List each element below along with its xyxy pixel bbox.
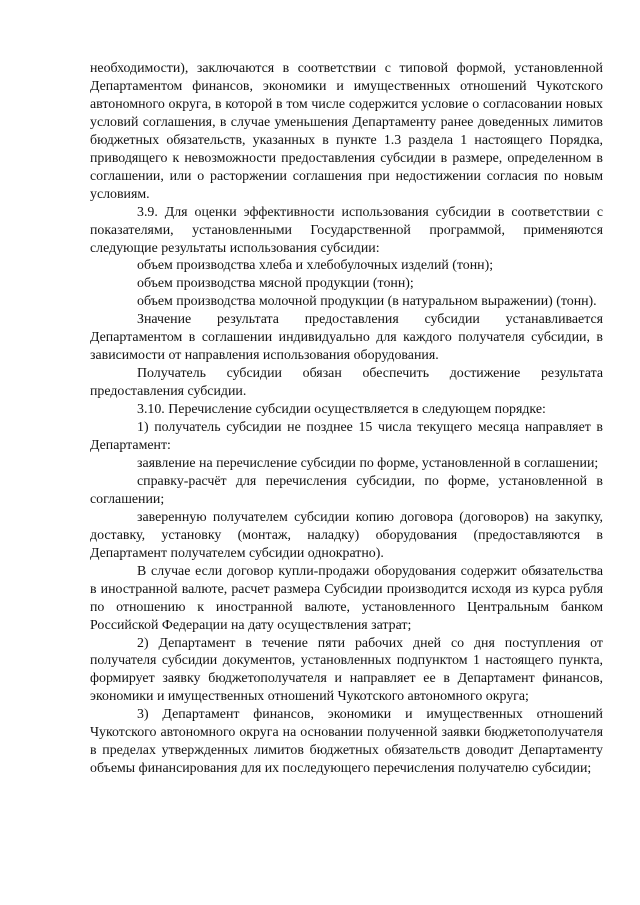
paragraph-step-2: 2) Департамент в течение пяти рабочих дней со дня поступления от получателя субсидии документов, установленных подпунктом 1 настоящего пункта, формирует заявку бюджетополучателя и направляет ее в Департамент финансов, экономики и имущественных отношений Чукотского автономного округа; bbox=[90, 635, 603, 705]
list-item-meat-production: объем производства мясной продукции (тонн); bbox=[137, 276, 414, 292]
paragraph-foreign-currency: В случае если договор купли-продажи оборудования содержит обязательства в иностранной валюте, расчет размера Субсидии производится исходя из курса рубля по отношению к иностранной валюте, установленного Центральным банком Российской Федерации на дату осуществления затрат; bbox=[90, 563, 603, 633]
list-item-contract-copy: заверенную получателем субсидии копию договора (договоров) на закупку, доставку, установку (монтаж, наладку) оборудования (предоставляются в Департамент получателем субсидии однократно). bbox=[90, 509, 603, 561]
paragraph-result-value: Значение результата предоставления субсидии устанавливается Департаментом в соглашении индивидуально для каждого получателя субсидии, в зависимости от направления использования оборудования. bbox=[90, 312, 603, 364]
paragraph-step-1: 1) получатель субсидии не позднее 15 числа текущего месяца направляет в Департамент: bbox=[90, 420, 603, 454]
paragraph-step-3: 3) Департамент финансов, экономики и имущественных отношений Чукотского автономного округа на основании полученной заявки бюджетополучателя в пределах утвержденных лимитов бюджетных обязательств доводит Департаменту объемы финансирования для их последующего перечисления получателю субсидии; bbox=[90, 707, 603, 777]
list-item-dairy-production: объем производства молочной продукции (в натуральном выражении) (тонн). bbox=[137, 294, 597, 310]
document-body bbox=[90, 60, 603, 778]
paragraph-recipient-obligation: Получатель субсидии обязан обеспечить достижение результата предоставления субсидии. bbox=[90, 366, 603, 400]
paragraph-clause-3-9: 3.9. Для оценки эффективности использования субсидии в соответствии с показателями, установленными Государственной программой, применяются следующие результаты использования субсидии: bbox=[90, 204, 603, 256]
list-item-calculation-certificate: справку-расчёт для перечисления субсидии, по форме, установленной в соглашении; bbox=[90, 473, 603, 507]
paragraph-continuation: необходимости), заключаются в соответствии с типовой формой, установленной Департаментом финансов, экономики и имущественных отношений Чукотского автономного округа, в которой в том числе содержится условие о согласовании новых условий соглашения, в случае уменьшения Департаменту ранее доведенных лимитов бюджетных обязательств, указанных в пункте 1.3 раздела 1 настоящего Порядка, приводящего к невозможности предоставления субсидии в размере, определенном в соглашении, или о расторжении соглашения при недостижении согласия по новым условиям. bbox=[90, 61, 603, 202]
paragraph-clause-3-10: 3.10. Перечисление субсидии осуществляется в следующем порядке: bbox=[137, 402, 546, 418]
list-item-bread-production: объем производства хлеба и хлебобулочных изделий (тонн); bbox=[137, 258, 494, 274]
list-item-application: заявление на перечисление субсидии по форме, установленной в соглашении; bbox=[137, 455, 599, 471]
